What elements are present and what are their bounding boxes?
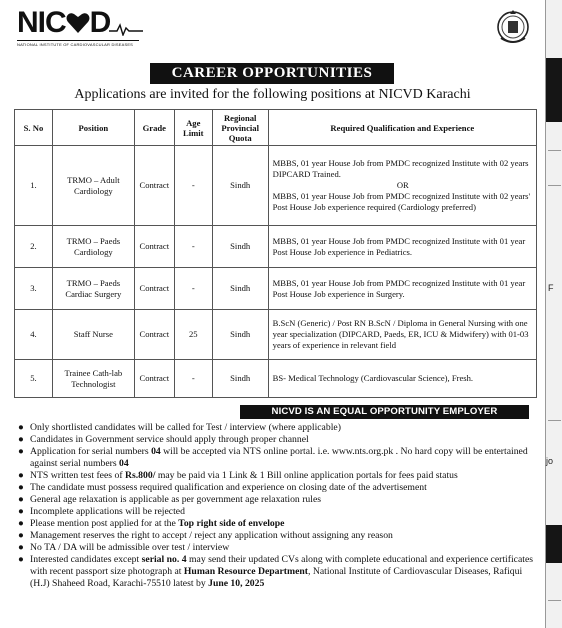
title-banner <box>150 63 394 84</box>
cell-position: TRMO – Paeds Cardiac Surgery <box>52 268 134 310</box>
col-header-age-limit: Age Limit <box>174 110 212 146</box>
cell-grade: Contract <box>134 268 174 310</box>
cell-quota: Sindh <box>212 146 268 226</box>
adjacent-page-strip <box>545 0 562 628</box>
col-header-grade: Grade <box>134 110 174 146</box>
table-row <box>15 226 537 268</box>
list-item-bold: 04 <box>119 458 129 469</box>
adjacent-text-jo: jo <box>546 456 554 466</box>
cell-sno: 2. <box>15 226 53 268</box>
cell-qualification <box>268 146 536 226</box>
cell-qualification: B.ScN (Generic) / Post RN B.ScN / Diploma in General Nursing with one year specialization (DIPCARD, Paeds, ER, ICU & Midwifery) with 01-03 years of experience in relevant field <box>268 310 536 360</box>
adjacent-dark-block <box>546 58 562 122</box>
bullet-icon: ● <box>18 542 24 553</box>
list-item-text: Please mention post applied for at the <box>30 518 179 529</box>
col-header-qualification: Required Qualification and Experience <box>268 110 536 146</box>
list-item-text: NTS written test fees of <box>30 470 125 481</box>
list-item-text: may send their updated CVs along with complete educational and experience certificates with recent passport size photograph at <box>30 554 534 577</box>
adjacent-rule <box>548 185 561 186</box>
list-item-bold: Rs.800/ <box>124 470 156 481</box>
cell-age: 25 <box>174 310 212 360</box>
government-seal-icon <box>496 8 530 46</box>
cell-grade: Contract <box>134 146 174 226</box>
adjacent-rule <box>548 420 561 421</box>
cell-age: - <box>174 226 212 268</box>
equal-opportunity-text: NICVD IS AN EQUAL OPPORTUNITY EMPLOYER <box>271 406 498 417</box>
subtitle: Applications are invited for the following positions at NICVD Karachi <box>74 87 471 102</box>
list-item <box>17 482 537 494</box>
bullet-icon: ● <box>18 518 24 529</box>
cell-sno: 5. <box>15 360 53 398</box>
cell-age: - <box>174 146 212 226</box>
list-item <box>17 422 537 434</box>
logo-subtext: NATIONAL INSTITUTE OF CARDIOVASCULAR DISEASES <box>17 40 139 47</box>
cell-quota: Sindh <box>212 360 268 398</box>
list-item-bold: Human Resource Department <box>183 566 309 577</box>
heartbeat-icon <box>109 22 143 36</box>
nicvd-logo <box>17 8 139 47</box>
list-item-text: Management reserves the right to accept / reject any application without assigning any reason <box>30 530 393 541</box>
list-item-text: , National Institute of Cardiovascular Diseases, Rafiqui (H.J) Shaheed Road, Karachi-75510 latest by <box>30 566 523 589</box>
list-item-bold: Top right side of envelope <box>178 518 285 529</box>
list-item-text: may be paid via 1 Link & 1 Bill online application portals for fees paid status <box>155 470 458 481</box>
bullet-icon: ● <box>18 506 24 517</box>
list-item-text: Incomplete applications will be rejected <box>30 506 185 517</box>
cell-quota: Sindh <box>212 310 268 360</box>
cell-quota: Sindh <box>212 226 268 268</box>
list-item-text: Only shortlisted candidates will be called for Test / interview (where applicable) <box>30 422 341 433</box>
table-header-row <box>15 110 537 146</box>
cell-grade: Contract <box>134 360 174 398</box>
list-item <box>17 554 537 590</box>
cell-qualification: BS- Medical Technology (Cardiovascular Science), Fresh. <box>268 360 536 398</box>
list-item-text: will be accepted via NTS online portal. i.e. www.nts.org.pk . No hard copy will be entertained against serial numbers <box>30 446 528 469</box>
list-item-text: No TA / DA will be admissible over test / interview <box>30 542 230 553</box>
list-item-text: Interested candidates except <box>30 554 142 565</box>
col-header-sno: S. No <box>15 110 53 146</box>
cell-qualification: MBBS, 01 year House Job from PMDC recognized Institute with 01 year Post House Job experience in Pediatrics. <box>268 226 536 268</box>
list-item <box>17 518 537 530</box>
logo-text: NIC D <box>17 6 111 39</box>
bullet-icon: ● <box>18 482 24 493</box>
list-item <box>17 470 537 482</box>
heart-icon <box>66 12 90 34</box>
cell-grade: Contract <box>134 310 174 360</box>
bullet-icon: ● <box>18 470 24 481</box>
list-item-text: Candidates in Government service should apply through proper channel <box>30 434 309 445</box>
list-item-bold: 04 <box>151 446 161 457</box>
bullet-icon: ● <box>18 446 24 457</box>
list-item <box>17 446 537 470</box>
qualification-or: OR <box>396 180 409 190</box>
qualification-option-b: MBBS, 01 year House Job from PMDC recognized Institute with 02 years' Post House Job experience required (Cardiology preferred) <box>272 191 531 212</box>
adjacent-rule <box>548 150 561 151</box>
adjacent-text-f: F <box>548 283 554 293</box>
cell-position: TRMO – Paeds Cardiology <box>52 226 134 268</box>
positions-table <box>14 109 537 398</box>
instructions-list <box>17 422 537 590</box>
cell-sno: 1. <box>15 146 53 226</box>
cell-quota: Sindh <box>212 268 268 310</box>
list-item-text: The candidate must possess required qualification and experience on closing date of the advertisement <box>30 482 427 493</box>
cell-qualification: MBBS, 01 year House Job from PMDC recognized Institute with 01 year Post House Job experience in Surgery. <box>268 268 536 310</box>
cell-sno: 4. <box>15 310 53 360</box>
cell-position: Staff Nurse <box>52 310 134 360</box>
table-row <box>15 146 537 226</box>
cell-position: Trainee Cath-lab Technologist <box>52 360 134 398</box>
cell-grade: Contract <box>134 226 174 268</box>
col-header-position: Position <box>52 110 134 146</box>
list-item-text: General age relaxation is applicable as per government age relaxation rules <box>30 494 322 505</box>
list-item <box>17 434 537 446</box>
cell-sno: 3. <box>15 268 53 310</box>
table-row <box>15 310 537 360</box>
adjacent-rule <box>548 600 561 601</box>
list-item <box>17 506 537 518</box>
equal-opportunity-banner <box>240 405 529 419</box>
bullet-icon: ● <box>18 494 24 505</box>
col-header-quota: Regional Provincial Quota <box>212 110 268 146</box>
bullet-icon: ● <box>18 422 24 433</box>
list-item-bold: June 10, 2025 <box>208 578 265 589</box>
bullet-icon: ● <box>18 434 24 445</box>
cell-age: - <box>174 360 212 398</box>
bullet-icon: ● <box>18 530 24 541</box>
list-item <box>17 494 537 506</box>
list-item-text: Application for serial numbers <box>30 446 152 457</box>
bullet-icon: ● <box>18 554 24 565</box>
table-row <box>15 360 537 398</box>
list-item <box>17 530 537 542</box>
adjacent-dark-block <box>546 525 562 563</box>
list-item-bold: serial no. 4 <box>141 554 187 565</box>
page-title: CAREER OPPORTUNITIES <box>171 65 373 81</box>
cell-age: - <box>174 268 212 310</box>
list-item <box>17 542 537 554</box>
table-row <box>15 268 537 310</box>
qualification-option-a: MBBS, 01 year House Job from PMDC recognized Institute with 02 years DIPCARD Trained. <box>272 158 529 179</box>
cell-position: TRMO – Adult Cardiology <box>52 146 134 226</box>
